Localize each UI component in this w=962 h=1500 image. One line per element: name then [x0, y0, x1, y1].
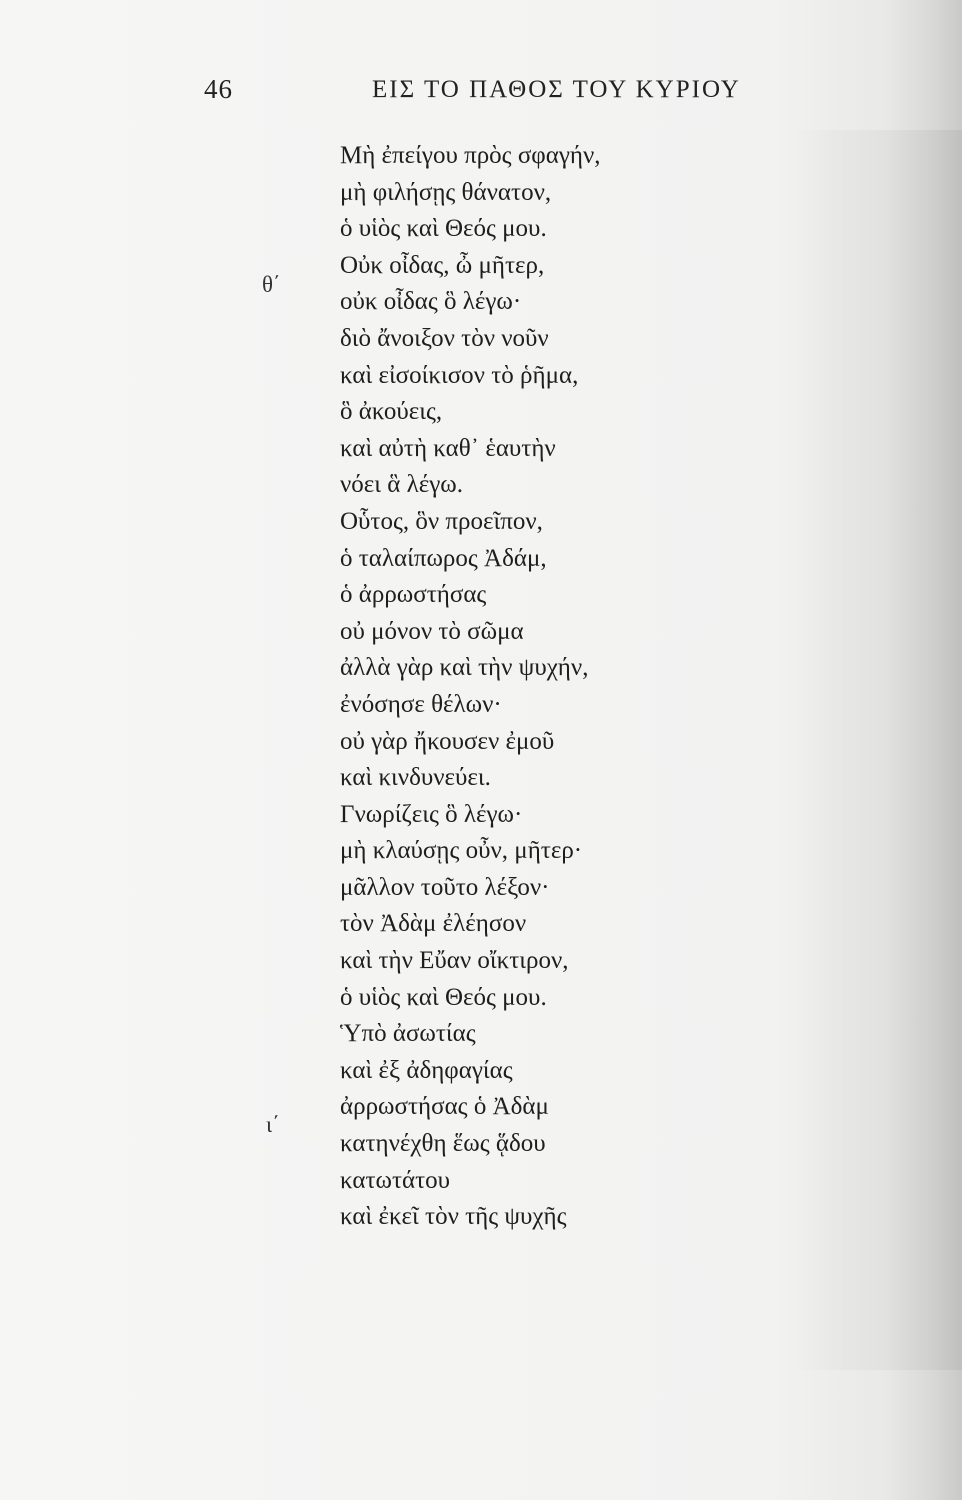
- page-header: [0, 74, 962, 114]
- running-title: ΕΙΣ ΤΟ ΠΑΘΟΣ ΤΟΥ ΚΥΡΙΟΥ: [372, 76, 741, 103]
- stanza-marker-iota: ι΄: [266, 1112, 280, 1137]
- poem-line: καὶ τὴν Εὔαν οἴκτιρον,: [340, 947, 569, 975]
- poem-line: ἀρρωστήσας ὁ Ἀδὰμ: [340, 1093, 549, 1121]
- stanza-marker-theta: θ΄: [262, 272, 281, 297]
- poem-text: [340, 138, 780, 1236]
- poem-line: μὴ κλαύσῃς οὖν, μῆτερ·: [340, 837, 583, 865]
- poem-line: καὶ αὐτὴ καθ᾽ ἑαυτὴν: [340, 434, 556, 462]
- poem-line: οὐ μόνον τὸ σῶμα: [340, 617, 524, 645]
- poem-line: Γνωρίζεις ὃ λέγω·: [340, 800, 523, 828]
- poem-line: οὐκ οἶδας ὃ λέγω·: [340, 288, 522, 316]
- poem-line: καὶ κινδυνεύει.: [340, 764, 491, 792]
- poem-line: καὶ εἰσοίκισον τὸ ῥῆμα,: [340, 361, 579, 389]
- poem-line: τὸν Ἀδὰμ ἐλέησον: [340, 910, 527, 938]
- poem-line: κατωτάτου: [340, 1166, 451, 1194]
- poem-line: κατηνέχθη ἕως ᾅδου: [340, 1130, 546, 1158]
- poem-line: ὁ υἱὸς καὶ Θεός μου.: [340, 215, 547, 243]
- poem-line: καὶ ἐκεῖ τὸν τῆς ψυχῆς: [340, 1203, 567, 1231]
- poem-line: διὸ ἄνοιξον τὸν νοῦν: [340, 324, 549, 352]
- poem-line: ὁ υἱὸς καὶ Θεός μου.: [340, 983, 547, 1011]
- poem-line: ἀλλὰ γὰρ καὶ τὴν ψυχήν,: [340, 654, 589, 682]
- page-number: 46: [204, 74, 233, 104]
- poem-line: μᾶλλον τοῦτο λέξον·: [340, 873, 550, 901]
- poem-line: ἐνόσησε θέλων·: [340, 690, 502, 718]
- poem-line: ὃ ἀκούεις,: [340, 398, 443, 426]
- poem-line: Οὗτος, ὃν προεῖπον,: [340, 507, 543, 535]
- poem-line: ὁ ταλαίπωρος Ἀδάμ,: [340, 544, 547, 572]
- show-through-shadow: [790, 130, 962, 1370]
- poem-line: Οὐκ οἶδας, ὦ μῆτερ,: [340, 251, 545, 279]
- poem-line: Ὑπὸ ἀσωτίας: [340, 1020, 476, 1048]
- poem-line: μὴ φιλήσῃς θάνατον,: [340, 178, 552, 206]
- poem-line: νόει ἃ λέγω.: [340, 471, 463, 499]
- poem-line: οὐ γὰρ ἤκουσεν ἐμοῦ: [340, 727, 555, 755]
- poem-line: ὁ ἀρρωστήσας: [340, 581, 487, 609]
- poem-line: Μὴ ἐπείγου πρὸς σφαγήν,: [340, 142, 601, 169]
- poem-line: καὶ ἐξ ἀδηφαγίας: [340, 1056, 513, 1084]
